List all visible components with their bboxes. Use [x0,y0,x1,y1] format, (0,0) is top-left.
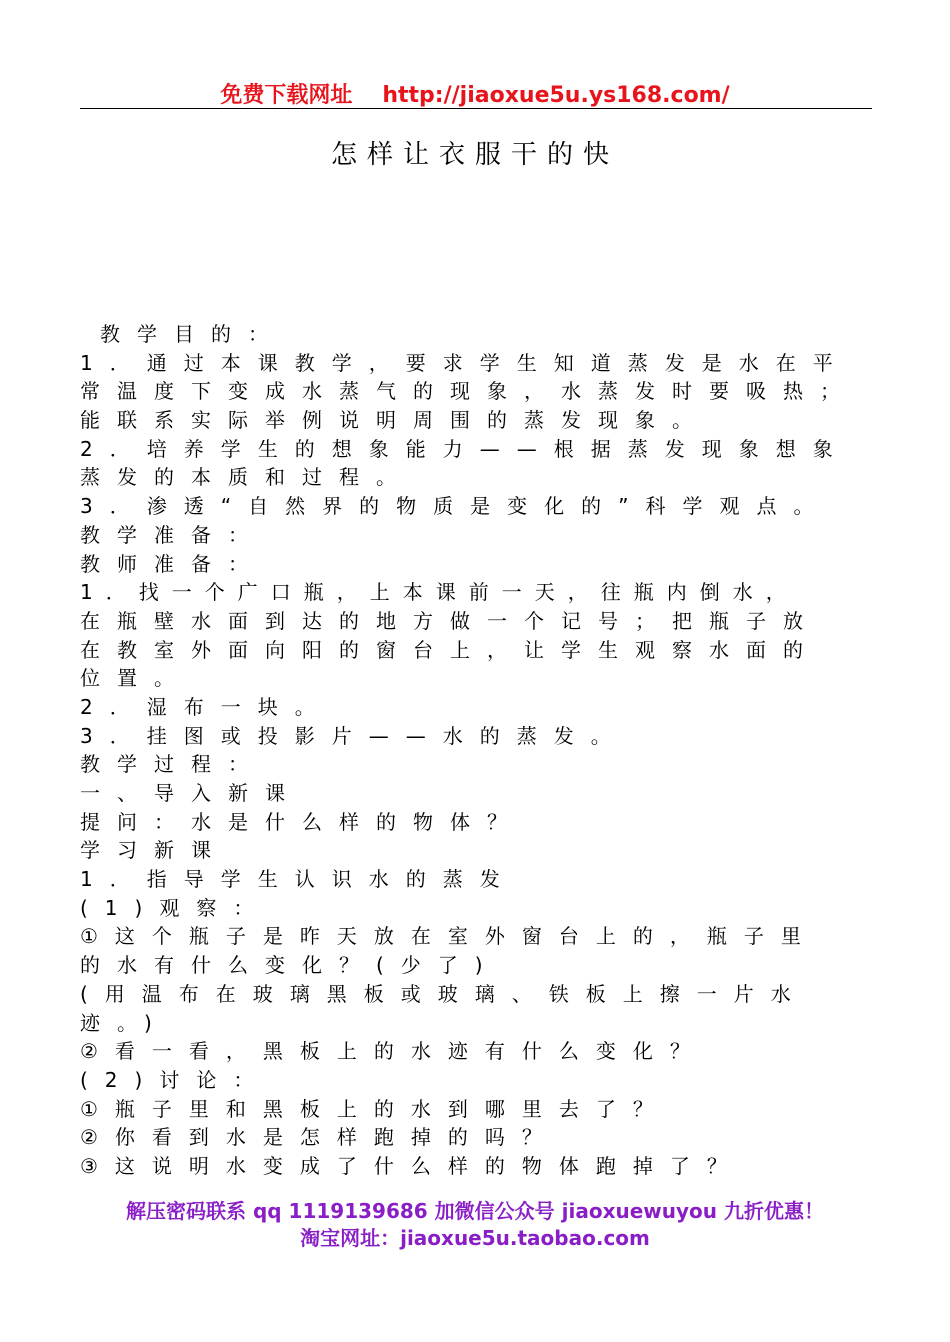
body-line: 1．通过本课教学，要求学生知道蒸发是水在平 [80,350,850,375]
body-line: ②你看到水是怎样跑掉的吗？ [80,1125,559,1150]
body-line: (1)观察： [80,895,271,920]
body-line: 迹。) [80,1010,169,1035]
section-heading-process: 教学过程： [80,752,265,777]
document-title: 怎样让衣服干的快 [330,140,619,170]
page-header [0,78,950,109]
header-divider [80,108,872,109]
section-heading-objectives: 教学目的： [100,322,285,346]
body-line: ①这个瓶子是昨天放在室外窗台上的，瓶子里 [80,924,818,949]
body-line: ③这说明水变成了什么样的物体跑掉了？ [80,1153,744,1178]
page-footer [0,1198,950,1252]
document-body [80,320,880,1181]
body-line: ①瓶子里和黑板上的水到哪里去了？ [80,1096,670,1121]
body-line: 2．湿布一块。 [80,694,332,719]
header-label: 免费下载网址 [220,83,353,108]
body-line: 在瓶壁水面到达的地方做一个记号；把瓶子放 [80,608,820,633]
body-line: 位置。 [80,666,191,691]
body-line: 学习新课 [80,838,228,863]
body-line: 能联系实际举例说明周围的蒸发现象。 [80,408,709,433]
section-heading-teacher-preparation: 教师准备： [80,551,265,576]
body-line: 1．指导学生认识水的蒸发 [80,867,517,892]
header-url-link[interactable]: http://jiaoxue5u.ys168.com/ [382,83,730,108]
body-line: 1．找一个广口瓶，上本课前一天，往瓶内倒水， [80,580,799,605]
footer-contact-line: 解压密码联系 qq 1119139686 加微信公众号 jiaoxuewuyou 九折优惠！ [126,1199,824,1223]
section-heading-preparation: 教学准备： [80,522,265,547]
body-line: 的水有什么变化？(少了) [80,953,500,978]
body-line: 一、导入新课 [80,781,302,805]
body-line: 在教室外面向阳的窗台上，让学生观察水面的 [80,637,820,662]
body-line: 提问：水是什么样的物体？ [80,809,524,834]
body-line: 3．挂图或投影片——水的蒸发。 [80,723,628,748]
body-line: 常温度下变成水蒸气的现象，水蒸发时要吸热； [80,379,857,404]
body-line: (2)讨论： [80,1067,271,1092]
body-line: ②看一看，黑板上的水迹有什么变化？ [80,1039,707,1064]
body-line: 2．培养学生的想象能力——根据蒸发现象想象 [80,436,850,461]
body-line: 3．渗透“自然界的物质是变化的”科学观点。 [80,494,831,519]
body-line: 蒸发的本质和过程。 [80,465,413,490]
footer-taobao-link[interactable]: 淘宝网址：jiaoxue5u.taobao.com [300,1226,650,1250]
body-line: (用温布在玻璃黑板或玻璃、铁板上擦一片水 [80,981,808,1006]
